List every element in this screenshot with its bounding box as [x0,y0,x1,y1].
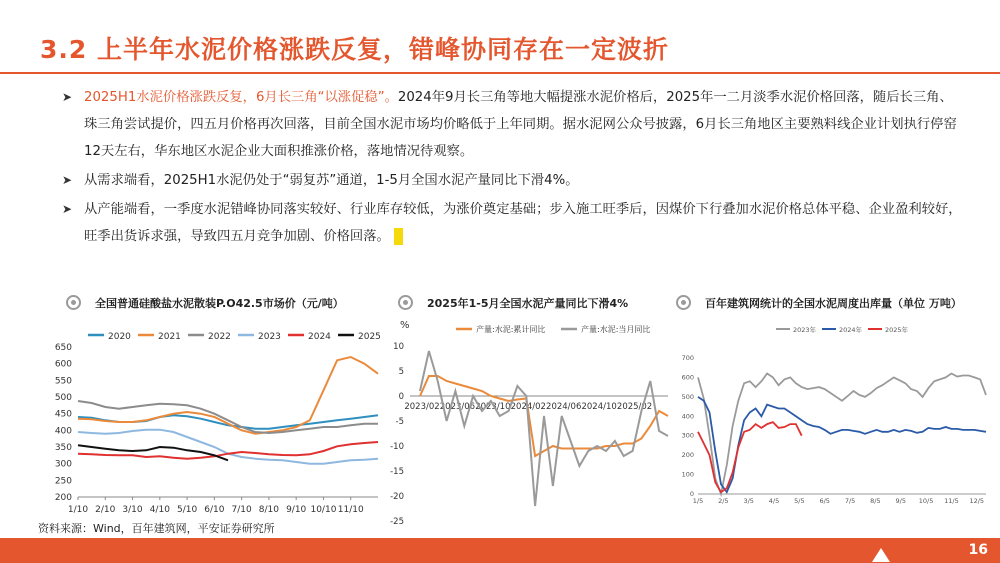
radio-bullet-icon [398,295,413,310]
x-tick-label: 2024/02 [510,402,546,412]
bullet-item-1 [62,84,962,165]
legend-label: 2024年 [839,326,863,334]
source-note: 资料来源：Wind，百年建筑网，平安证券研究所 [38,522,275,535]
x-tick-label: 2023/10 [475,402,511,412]
x-tick-label: 2025/02 [616,402,653,412]
legend-label: 2025 [358,332,381,342]
chart3-title: 百年建筑网统计的全国水泥周度出库量（单位 万吨） [705,297,962,310]
y-tick-label: 200 [54,493,72,503]
y-tick-label: 0 [689,490,694,498]
bullet-item-3 [62,196,962,250]
legend-label: 产量:水泥:累计同比 [476,325,546,334]
bullet-item-2 [62,167,962,194]
x-tick-label: 10/10 [310,505,337,515]
bullet-text: 从需求端看，2025H1水泥仍处于“弱复苏”通道，1-5月全国水泥产量同比下滑4%。 [84,173,579,188]
series-line-2021 [78,357,378,434]
y-tick-label: 550 [54,376,72,387]
y-tick-label: -15 [390,467,404,477]
y-tick-label: 250 [54,476,72,487]
cement-price-chart [38,322,383,522]
y-tick-label: 600 [54,359,72,370]
x-tick-label: 2/5 [718,497,729,505]
y-tick-label: 400 [681,412,694,421]
y-tick-label: -5 [395,417,404,427]
x-tick-label: 11/10 [337,505,364,515]
footer-bar [0,538,1000,563]
series-line [698,422,802,492]
page-number: 16 [968,542,988,558]
y-tick-label: -25 [390,517,404,526]
chart2-title: 2025年1-5月全国水泥产量同比下滑4% [427,297,629,310]
x-tick-label: 6/5 [819,497,830,505]
y-tick-label: 5 [398,367,404,377]
x-tick-label: 10/5 [918,497,934,505]
x-tick-label: 7/5 [844,497,856,505]
x-tick-label: 1/5 [692,497,704,505]
arrow-bullet-icon: ➤ [62,173,73,187]
arrow-bullet-icon: ➤ [62,90,73,104]
y-tick-label: 200 [681,451,694,460]
y-tick-label: 10 [393,342,404,352]
company-logo-icon [872,548,890,562]
cement-weekly-shipment-chart [676,316,996,516]
bullet-list [62,84,962,252]
y-tick-label: -20 [390,492,404,502]
x-tick-label: 11/5 [944,497,959,505]
x-tick-label: 4/5 [768,497,780,505]
series-line-2022 [78,401,378,433]
legend-label: 2024 [308,332,331,342]
x-tick-label: 2/10 [95,505,116,515]
y-tick-label: 400 [54,426,72,437]
legend-label: 2020 [108,332,131,342]
legend-label: 2023年 [793,326,817,334]
x-tick-label: 4/10 [149,505,170,515]
y-tick-label: 300 [681,431,694,440]
x-tick-label: 2023/02 [404,402,440,412]
y-tick-label: 600 [681,373,694,382]
x-tick-label: 8/10 [258,505,280,515]
arrow-bullet-icon: ➤ [62,202,73,216]
x-tick-label: 3/10 [122,505,143,515]
chart3-title-row [676,295,962,311]
bullet-highlight: 2025H1水泥价格涨跌反复，6月长三角“以涨促稳”。 [84,90,398,105]
y-tick-label: -10 [390,442,404,452]
x-tick-label: 7/10 [231,505,252,515]
x-tick-label: 2023/06 [439,402,476,412]
chart1-title: 全国普通硅酸盐水泥散装P.O42.5市场价（元/吨） [95,297,344,310]
y-axis-unit: % [400,320,410,331]
y-tick-label: 700 [681,354,694,362]
legend-label: 2021 [158,332,181,342]
y-tick-label: 650 [54,343,72,353]
bullet-text: 2024年9月长三角等地大幅提涨水泥价格后，2025年一二月淡季水泥价格回落，随后长三角、珠三角尝试提价，四五月价格再次回落，目前全国水泥市场均价略低于上年同期。据水泥网公众号披露，6月长三角地区主要熟料线企业计划执行停窑12天左右，华东地区水泥企业大面积推涨价格，落地情况待观察。 [84,90,957,159]
x-tick-label: 1/10 [67,505,89,515]
radio-bullet-icon [66,295,81,310]
legend-label: 产量:水泥:当月同比 [581,325,651,334]
x-tick-label: 2024/06 [546,402,582,412]
x-tick-label: 2024/10 [581,402,617,412]
chart1-title-row [66,295,344,311]
x-tick-label: 3/5 [743,497,754,505]
cement-output-yoy-chart [388,316,673,526]
page-title: 3.2 上半年水泥价格涨跌反复，错峰协同存在一定波折 [40,35,669,64]
series-line [698,397,986,492]
x-tick-label: 9/10 [286,505,307,515]
x-tick-label: 5/5 [794,497,805,505]
legend-label: 2023 [258,332,281,342]
radio-bullet-icon [676,295,691,310]
y-tick-label: 0 [398,392,404,402]
y-tick-label: 450 [54,409,72,420]
bullet-text: 从产能端看，一季度水泥错峰协同落实较好、行业库存较低，为涨价奠定基础；步入施工旺季后，因煤价下行叠加水泥价格总体平稳、企业盈利较好，旺季出货诉求强，导致四五月竞争加剧、价格回落。 [84,202,962,244]
series-line [420,351,668,506]
x-tick-label: 5/10 [176,505,198,515]
x-tick-label: 12/5 [969,497,985,505]
legend-label: 2025年 [885,326,909,334]
y-tick-label: 100 [681,470,694,479]
chart2-title-row [398,295,628,311]
x-tick-label: 8/5 [870,497,881,505]
x-tick-label: 9/5 [895,497,906,505]
title-divider [0,72,1000,74]
text-cursor [394,228,403,245]
y-tick-label: 500 [681,392,694,401]
legend-label: 2022 [208,332,231,342]
y-tick-label: 300 [54,459,72,470]
x-tick-label: 6/10 [204,505,225,515]
y-tick-label: 350 [54,443,72,453]
y-tick-label: 500 [54,393,72,403]
